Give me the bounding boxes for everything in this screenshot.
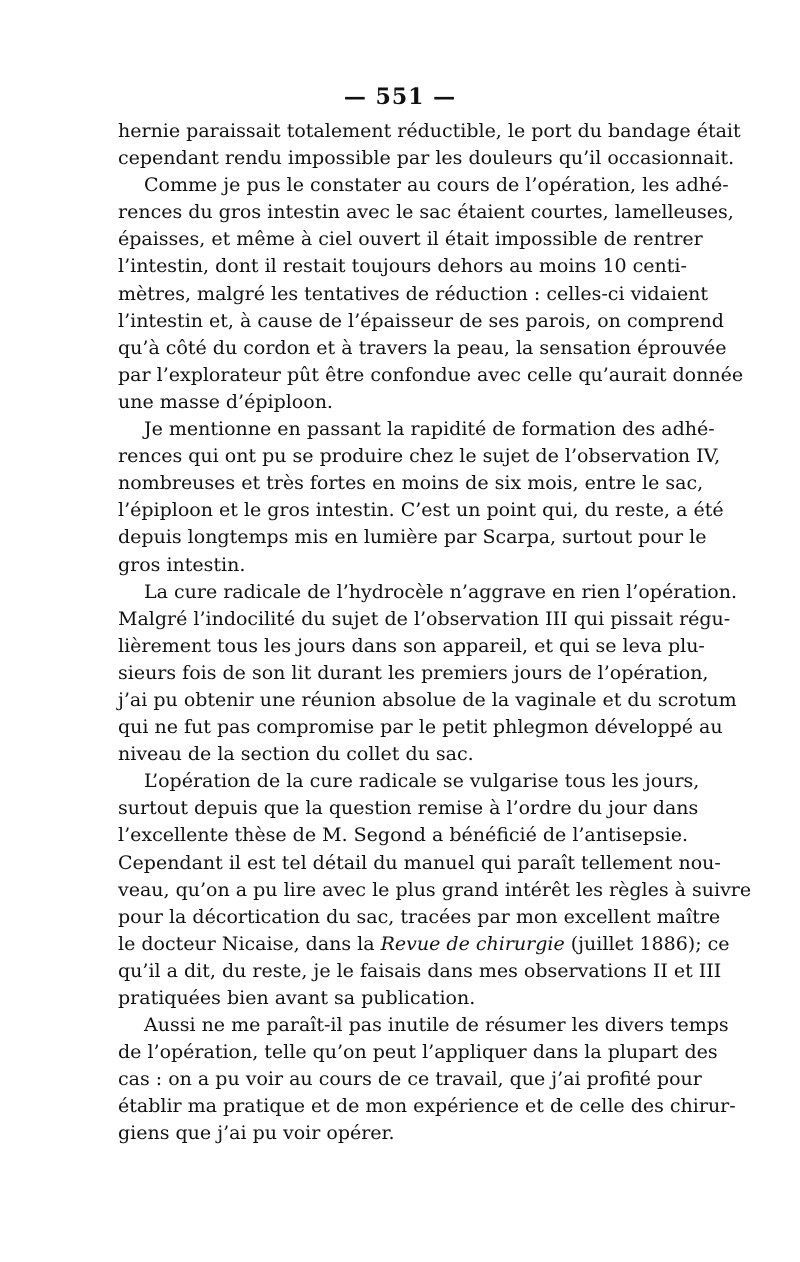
text-line: l’épiploon et le gros intestin. C’est un point qui, du reste, a été — [118, 499, 724, 522]
text-line: surtout depuis que la question remise à l’ordre du jour dans — [118, 797, 699, 820]
text-line: La cure radicale de l’hydrocèle n’aggrave en rien l’opération. — [144, 580, 738, 603]
text-line: l’intestin, dont il restait toujours dehors au moins 10 centi- — [118, 255, 687, 278]
text-line: hernie paraissait totalement réductible, le port du bandage était — [118, 120, 741, 142]
text-line: épaisses, et même à ciel ouvert il était impossible de rentrer — [118, 228, 703, 251]
text-line: niveau de la section du collet du sac. — [118, 743, 474, 766]
text-line: L’opération de la cure radicale se vulgarise tous les jours, — [144, 770, 700, 793]
text-line: nombreuses et très fortes en moins de six mois, entre le sac, — [118, 472, 704, 495]
text-line: qu’il a dit, du reste, je le faisais dans mes observations II et III — [118, 959, 722, 982]
text-line: j’ai pu obtenir une réunion absolue de la vaginale et du scrotum — [118, 688, 737, 711]
text-line: cas : on a pu voir au cours de ce travail, que j’ai profité pour — [118, 1068, 702, 1091]
page-number: — 551 — — [343, 84, 457, 110]
text-line: par l’explorateur pût être confondue avec celle qu’aurait donnée — [118, 363, 744, 386]
text-line: Je mentionne en passant la rapidité de formation des adhé- — [144, 418, 715, 441]
text-line: établir ma pratique et de mon expérience et de celle des chirur- — [118, 1095, 736, 1118]
text-line: pour la décortication du sac, tracées par mon excellent maître — [118, 905, 721, 928]
text-line: pratiquées bien avant sa publication. — [118, 987, 476, 1009]
text-line: l’excellente thèse de M. Segond a bénéficié de l’antisepsie. — [118, 824, 688, 847]
text-line: lièrement tous les jours dans son appareil, et qui se leva plu- — [118, 634, 705, 657]
text-line: qui ne fut pas compromise par le petit phlegmon développé au — [118, 716, 723, 739]
text-span: le docteur Nicaise, dans la — [118, 932, 381, 955]
text-line: depuis longtemps mis en lumière par Scarpa, surtout pour le — [118, 526, 707, 549]
text-line: Malgré l’indocilité du sujet de l’observation III qui pissait régu- — [118, 607, 731, 630]
text-line: Cependant il est tel détail du manuel qui paraît tellement nou- — [118, 851, 721, 874]
text-line: Comme je pus le constater au cours de l’opération, les adhé- — [144, 174, 729, 197]
text-line — [118, 931, 730, 958]
text-line: sieurs fois de son lit durant les premiers jours de l’opération, — [118, 661, 709, 684]
text-line: l’intestin et, à cause de l’épaisseur de ses parois, on comprend — [118, 309, 724, 332]
text-line: rences qui ont pu se produire chez le sujet de l’observation IV, — [118, 445, 721, 468]
text-line: une masse d’épiploon. — [118, 390, 333, 413]
text-line: rences du gros intestin avec le sac étaient courtes, lamelleuses, — [118, 201, 734, 224]
text-line: qu’à côté du cordon et à travers la peau, la sensation éprouvée — [118, 336, 727, 359]
body-text — [118, 118, 752, 1148]
text-line: gros intestin. — [118, 553, 246, 576]
text-line: de l’opération, telle qu’on peut l’appliquer dans la plupart des — [118, 1041, 718, 1064]
italic-title: Revue de chirurgie — [380, 932, 565, 955]
text-line: cependant rendu impossible par les douleurs qu’il occasionnait. — [118, 147, 735, 170]
text-line: mètres, malgré les tentatives de réduction : celles-ci vidaient — [118, 282, 709, 305]
text-line: Aussi ne me paraît-il pas inutile de résumer les divers temps — [144, 1014, 729, 1037]
text-span: (juillet 1886); ce — [564, 932, 730, 955]
text-line: giens que j’ai pu voir opérer. — [118, 1122, 395, 1145]
text-line: veau, qu’on a pu lire avec le plus grand intérêt les règles à suivre — [118, 878, 752, 901]
